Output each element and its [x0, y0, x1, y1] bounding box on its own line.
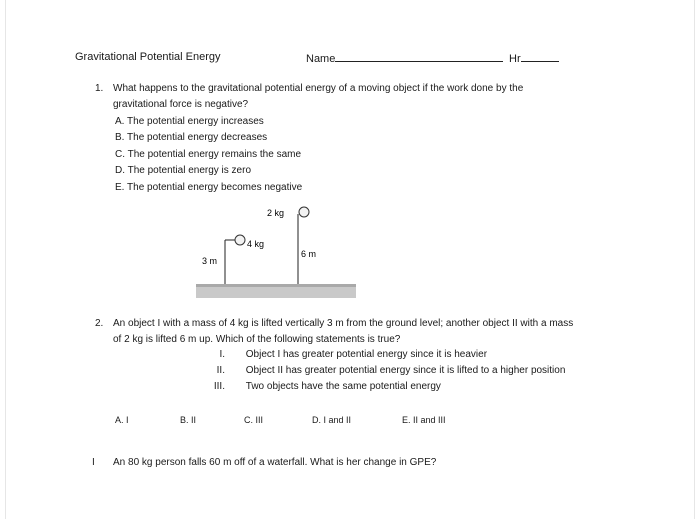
statement-number: III.	[213, 381, 225, 392]
q3-text: An 80 kg person falls 60 m off of a waterfall. What is her change in GPE?	[113, 457, 437, 468]
mass-top-label: 2 kg	[267, 208, 285, 218]
q1-option-c: C. The potential energy remains the same	[115, 149, 302, 160]
hr-blank	[521, 51, 559, 62]
q2-choice-b: B. II	[180, 415, 197, 425]
statement-number: II.	[216, 365, 225, 376]
q2-statement-3	[205, 381, 441, 392]
q2-text-line1: An object I with a mass of 4 kg is lifted vertically 3 m from the ground level; another object II with a mass	[113, 318, 574, 329]
name-label: Name	[306, 53, 336, 65]
q1-text-line2: gravitational force is negative?	[113, 99, 249, 110]
hr-field	[509, 51, 559, 65]
q2-statement-2	[205, 365, 565, 376]
q3-number: I	[92, 457, 95, 468]
mass-left-label: 4 kg	[247, 239, 265, 249]
statement-text: Object I has greater potential energy since it is heavier	[245, 349, 488, 360]
hr-label: Hr	[509, 53, 521, 65]
height-left-label: 3 m	[202, 256, 218, 266]
q2-choice-d: D. I and II	[312, 415, 352, 425]
q2-choice-c: C. III	[244, 415, 264, 425]
lifted-masses-diagram	[190, 200, 370, 302]
name-field	[306, 51, 503, 65]
q1-number: 1.	[95, 83, 104, 94]
q2-choice-a: A. I	[115, 415, 129, 425]
q1-option-a: A. The potential energy increases	[115, 116, 264, 127]
name-blank	[335, 51, 503, 62]
mass-4kg-ball	[235, 235, 245, 245]
q2-number: 2.	[95, 318, 104, 329]
q2-text-line2: of 2 kg is lifted 6 m up. Which of the following statements is true?	[113, 334, 401, 345]
q2-statement-1	[205, 349, 487, 360]
height-right-label: 6 m	[301, 249, 317, 259]
q1-text-line1: What happens to the gravitational potential energy of a moving object if the work done by the	[113, 83, 524, 94]
worksheet-title: Gravitational Potential Energy	[75, 51, 221, 63]
q1-option-e: E. The potential energy becomes negative	[115, 182, 303, 193]
mass-2kg-ball	[299, 207, 309, 217]
statement-text: Object II has greater potential energy since it is lifted to a higher position	[245, 365, 566, 376]
ground-surface	[196, 284, 356, 287]
q1-option-b: B. The potential energy decreases	[115, 132, 268, 143]
statement-text: Two objects have the same potential energy	[245, 381, 441, 392]
statement-number: I.	[219, 349, 225, 360]
q2-choice-e: E. II and III	[402, 415, 446, 425]
q1-option-d: D. The potential energy is zero	[115, 165, 252, 176]
